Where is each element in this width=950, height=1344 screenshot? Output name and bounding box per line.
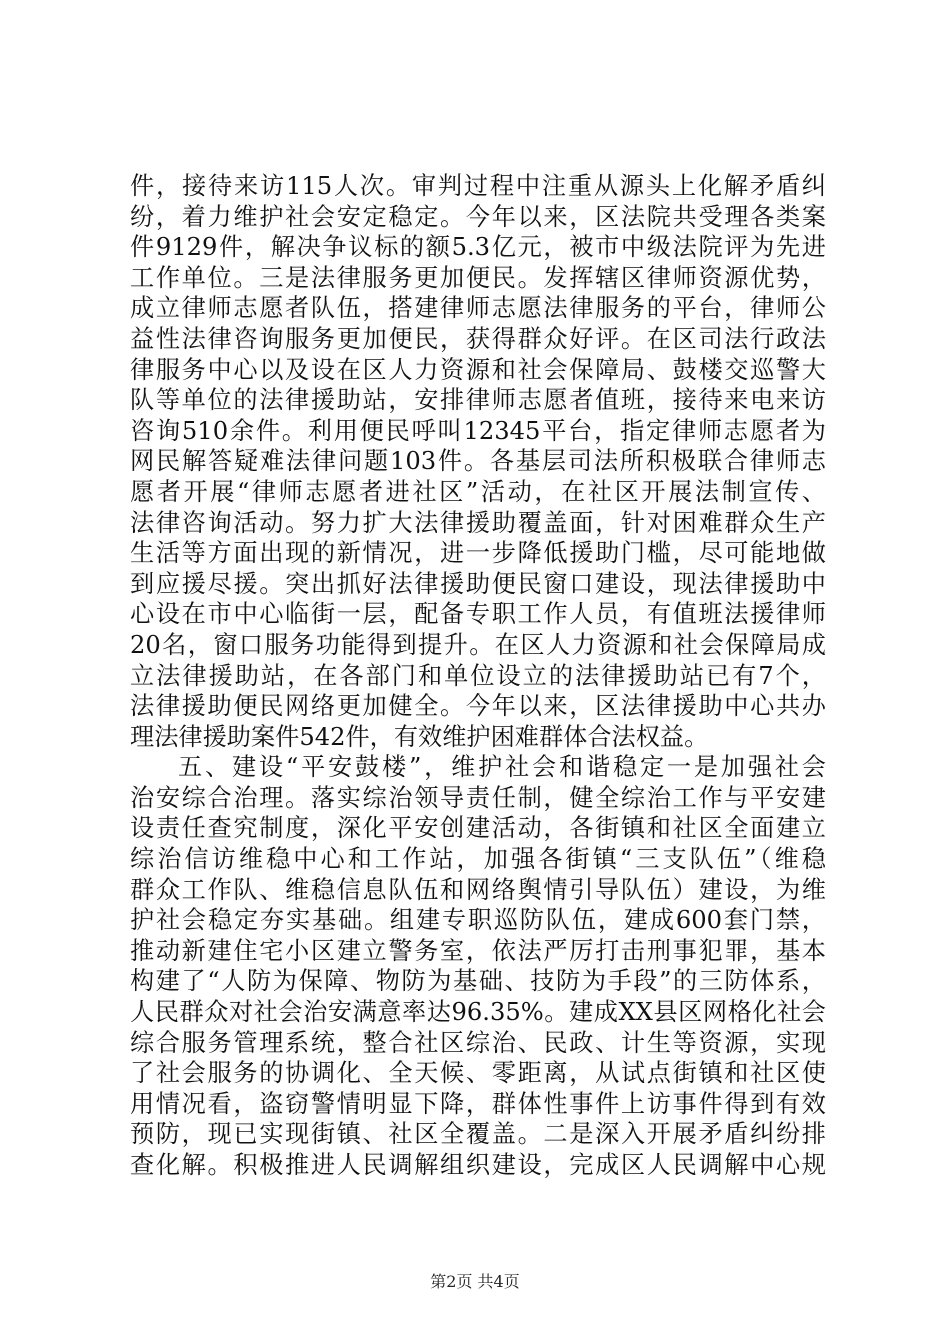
- text-line: 到应援尽援。突出抓好法律援助便民窗口建设，现法律援助中: [130, 569, 826, 598]
- text-line: 成立律师志愿者队伍，搭建律师志愿法律服务的平台，律师公: [130, 294, 826, 323]
- text-line: 综合服务管理系统，整合社区综治、民政、计生等资源，实现: [130, 1028, 826, 1057]
- text-line: 群众工作队、维稳信息队伍和网络舆情引导队伍）建设，为维: [130, 875, 826, 904]
- text-line: 愿者开展“律师志愿者进社区”活动，在社区开展法制宣传、: [130, 477, 826, 506]
- text-line: 理法律援助案件542件，有效维护困难群体合法权益。: [130, 722, 709, 751]
- body-text: [130, 171, 826, 1181]
- text-line: 治安综合治理。落实综治领导责任制，健全综治工作与平安建: [130, 783, 826, 812]
- text-line: 网民解答疑难法律问题103件。各基层司法所积极联合律师志: [130, 447, 826, 476]
- text-line: 件，接待来访115人次。审判过程中注重从源头上化解矛盾纠: [130, 172, 826, 200]
- text-line: 护社会稳定夯实基础。组建专职巡防队伍，建成600套门禁，: [130, 906, 826, 935]
- text-line: 益性法律咨询服务更加便民，获得群众好评。在区司法行政法: [130, 324, 826, 353]
- text-line: 构建了“人防为保障、物防为基础、技防为手段”的三防体系，: [130, 967, 826, 996]
- text-line: 查化解。积极推进人民调解组织建设，完成区人民调解中心规: [130, 1151, 826, 1179]
- text-line: 心设在市中心临街一层，配备专职工作人员，有值班法援律师: [130, 600, 826, 629]
- text-line: 用情况看，盗窃警情明显下降，群体性事件上访事件得到有效: [130, 1089, 826, 1118]
- text-line: 综治信访维稳中心和工作站，加强各街镇“三支队伍”（维稳: [130, 845, 826, 874]
- text-line: 立法律援助站，在各部门和单位设立的法律援助站已有7个，: [130, 661, 826, 690]
- text-line: 法律咨询活动。努力扩大法律援助覆盖面，针对困难群众生产: [130, 508, 826, 537]
- text-line: 工作单位。三是法律服务更加便民。发挥辖区律师资源优势，: [130, 263, 826, 292]
- text-line: 预防，现已实现街镇、社区全覆盖。二是深入开展矛盾纠纷排: [130, 1120, 826, 1149]
- text-line: 推动新建住宅小区建立警务室，依法严厉打击刑事犯罪，基本: [130, 936, 826, 965]
- text-line: 生活等方面出现的新情况，进一步降低援助门槛，尽可能地做: [130, 539, 826, 568]
- text-line: 纷，着力维护社会安定稳定。今年以来，区法院共受理各类案: [130, 202, 826, 231]
- text-line: 咨询510余件。利用便民呼叫12345平台，指定律师志愿者为: [130, 416, 826, 445]
- text-line: 法律援助便民网络更加健全。今年以来，区法律援助中心共办: [130, 692, 826, 721]
- text-line: 队等单位的法律援助站，安排律师志愿者值班，接待来电来访: [130, 386, 826, 415]
- section-heading-line: 五、建设“平安鼓楼”，维护社会和谐稳定一是加强社会: [178, 753, 826, 782]
- text-line: 人民群众对社会治安满意率达96.35%。建成XX县区网格化社会: [130, 998, 826, 1027]
- text-line: 了社会服务的协调化、全天候、零距离，从试点街镇和社区使: [130, 1059, 826, 1088]
- text-line: 设责任查究制度，深化平安创建活动，各街镇和社区全面建立: [130, 814, 826, 843]
- text-line: 件9129件，解决争议标的额5.3亿元，被市中级法院评为先进: [130, 233, 826, 262]
- text-line: 律服务中心以及设在区人力资源和社会保障局、鼓楼交巡警大: [130, 355, 826, 384]
- text-line: 20名，窗口服务功能得到提升。在区人力资源和社会保障局成: [130, 630, 826, 659]
- page-footer: 第2页 共4页: [430, 1272, 520, 1291]
